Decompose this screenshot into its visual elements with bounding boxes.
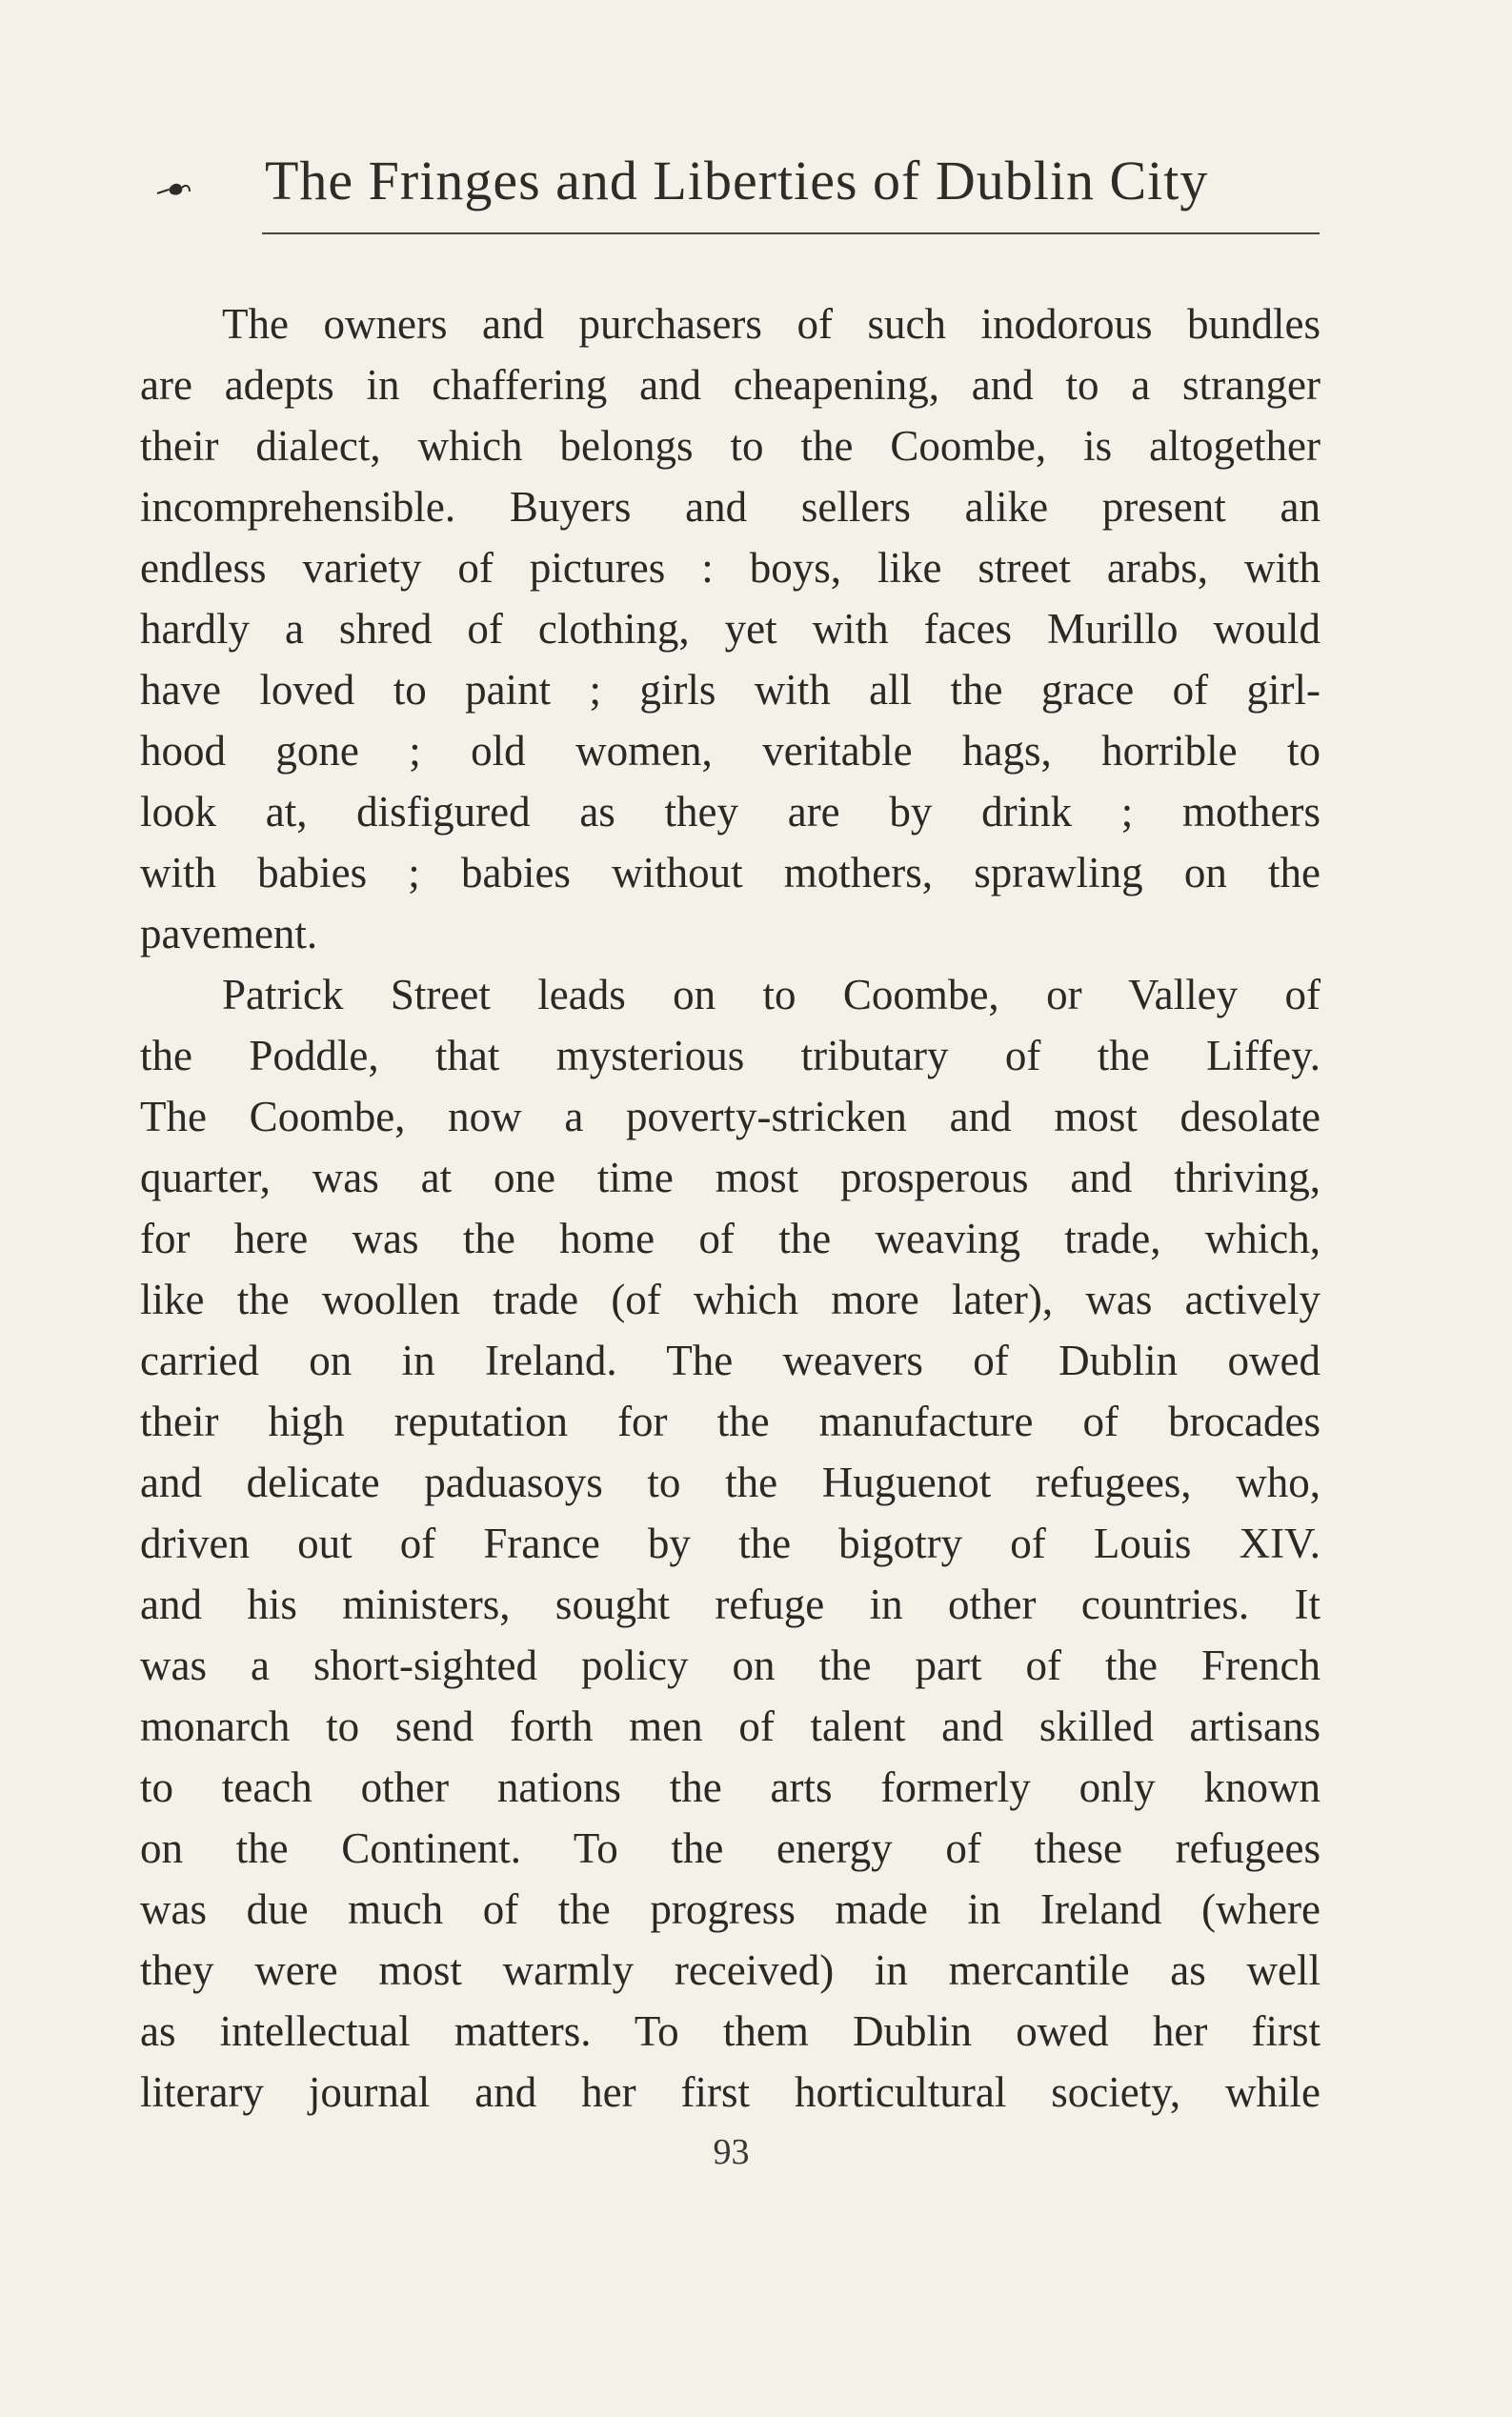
text-line: quarter, was at one time most prosperous and thriving,: [140, 1154, 1320, 1201]
text-line: The Coombe, now a poverty-stricken and most desolate: [140, 1093, 1320, 1140]
text-line: hardly a shred of clothing, yet with faces Murillo would: [140, 605, 1320, 653]
text-line: Patrick Street leads on to Coombe, or Valley of: [222, 971, 1320, 1018]
text-line: and delicate paduasoys to the Huguenot refugees, who,: [140, 1459, 1320, 1506]
text-line: endless variety of pictures : boys, like street arabs, with: [140, 544, 1320, 592]
text-line: pavement.: [140, 910, 318, 957]
text-line: as intellectual matters. To them Dublin owed her first: [140, 2007, 1320, 2055]
text-line: are adepts in chaffering and cheapening, and to a stranger: [140, 361, 1320, 409]
header-rule: [262, 232, 1320, 234]
text-line: incomprehensible. Buyers and sellers alike present an: [140, 483, 1320, 531]
text-line: was a short-sighted policy on the part of the French: [140, 1642, 1320, 1689]
body-text: [140, 293, 1320, 2123]
text-line: The owners and purchasers of such inodorous bundles: [222, 300, 1320, 348]
text-line: their high reputation for the manufacture of brocades: [140, 1398, 1320, 1445]
text-line: literary journal and her first horticultural society, while: [140, 2068, 1320, 2116]
text-line: look at, disfigured as they are by drink ; mothers: [140, 788, 1320, 836]
text-line: for here was the home of the weaving trade, which,: [140, 1215, 1320, 1262]
running-title: The Fringes and Liberties of Dublin City: [265, 150, 1209, 211]
text-line: monarch to send forth men of talent and skilled artisans: [140, 1702, 1320, 1750]
text-line: have loved to paint ; girls with all the grace of girl-: [140, 666, 1320, 714]
text-line: driven out of France by the bigotry of Louis XIV.: [140, 1520, 1320, 1567]
text-line: they were most warmly received) in mercantile as well: [140, 1946, 1320, 1994]
text-line: was due much of the progress made in Ireland (where: [140, 1885, 1320, 1933]
text-line: their dialect, which belongs to the Coombe, is altogether: [140, 422, 1320, 470]
text-line: with babies ; babies without mothers, sprawling on the: [140, 849, 1320, 896]
running-header: [155, 148, 1325, 214]
text-line: like the woollen trade (of which more later), was actively: [140, 1276, 1320, 1323]
text-line: the Poddle, that mysterious tributary of the Liffey.: [140, 1032, 1320, 1079]
text-line: carried on in Ireland. The weavers of Dublin owed: [140, 1337, 1320, 1384]
page-number: 93: [713, 2132, 750, 2172]
text-line: on the Continent. To the energy of these refugees: [140, 1824, 1320, 1872]
text-line: hood gone ; old women, veritable hags, horrible to: [140, 727, 1320, 775]
text-line: to teach other nations the arts formerly only known: [140, 1763, 1320, 1811]
text-line: and his ministers, sought refuge in other countries. It: [140, 1581, 1320, 1628]
fleuron-icon: [155, 178, 193, 201]
